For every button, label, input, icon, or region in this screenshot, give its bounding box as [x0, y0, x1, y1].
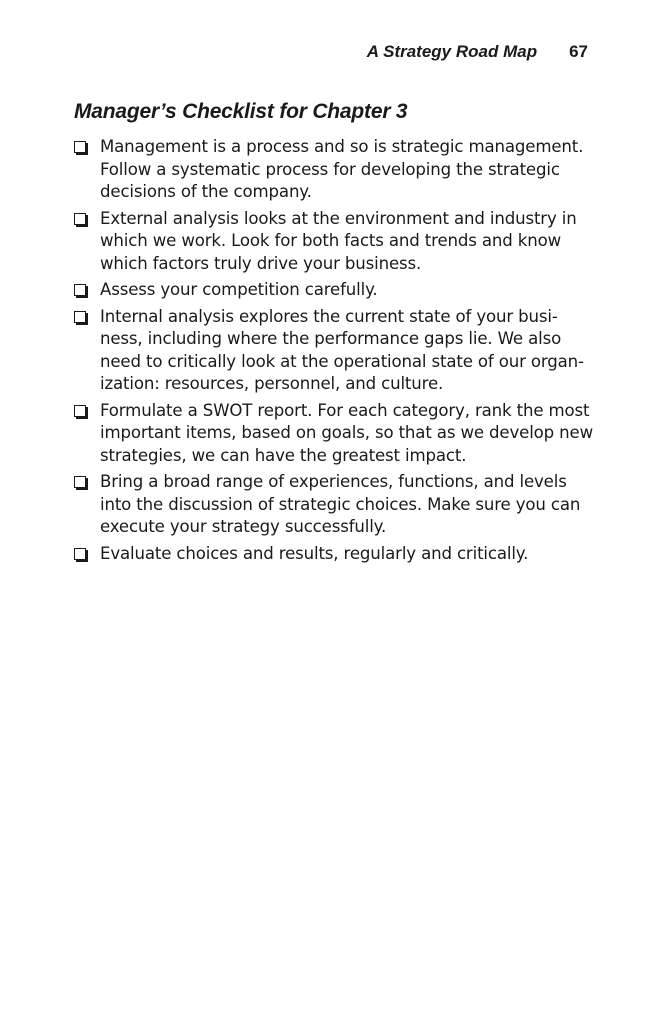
checklist-item — [74, 208, 594, 276]
checklist-item-text: Internal analysis explores the current state of your business, including where the performance gaps lie. We also need to critically look at the operational state of our organization: resources, personnel, and culture. — [100, 306, 585, 393]
checklist-item-text: Management is a process and so is strategic management. Follow a systematic process for developing the strategic decisions of the company. — [100, 137, 584, 201]
checklist-item — [74, 400, 594, 468]
running-header — [367, 42, 588, 62]
checkbox-icon — [74, 476, 86, 488]
running-title: A Strategy Road Map — [366, 42, 538, 61]
checkbox-icon — [74, 311, 86, 323]
checkbox-icon — [74, 141, 86, 153]
checkbox-icon — [74, 284, 86, 296]
checkbox-icon — [74, 405, 86, 417]
checklist-item-text: Formulate a SWOT report. For each category, rank the most important items, based on goals, so that as we develop new strategies, we can have the greatest impact. — [100, 400, 594, 465]
checklist-item — [74, 543, 594, 566]
checklist-item-text: External analysis looks at the environment and industry in which we work. Look for both facts and trends and know which factors truly drive your business. — [100, 208, 577, 273]
checklist-item-text: Assess your competition carefully. — [100, 280, 378, 299]
checklist-item-text: Bring a broad range of experiences, functions, and levels into the discussion of strategic choices. Make sure you can execute your strategy successfully. — [100, 472, 581, 536]
checklist-item-text: Evaluate choices and results, regularly and critically. — [100, 543, 529, 563]
checklist — [74, 136, 594, 569]
checkbox-icon — [74, 548, 86, 560]
checklist-item — [74, 279, 594, 302]
checklist-item — [74, 136, 594, 204]
checklist-title: Manager’s Checklist for Chapter 3 — [74, 100, 408, 123]
checklist-item — [74, 471, 594, 539]
page-number: 67 — [569, 42, 588, 61]
checklist-item — [74, 306, 594, 396]
checkbox-icon — [74, 213, 86, 225]
